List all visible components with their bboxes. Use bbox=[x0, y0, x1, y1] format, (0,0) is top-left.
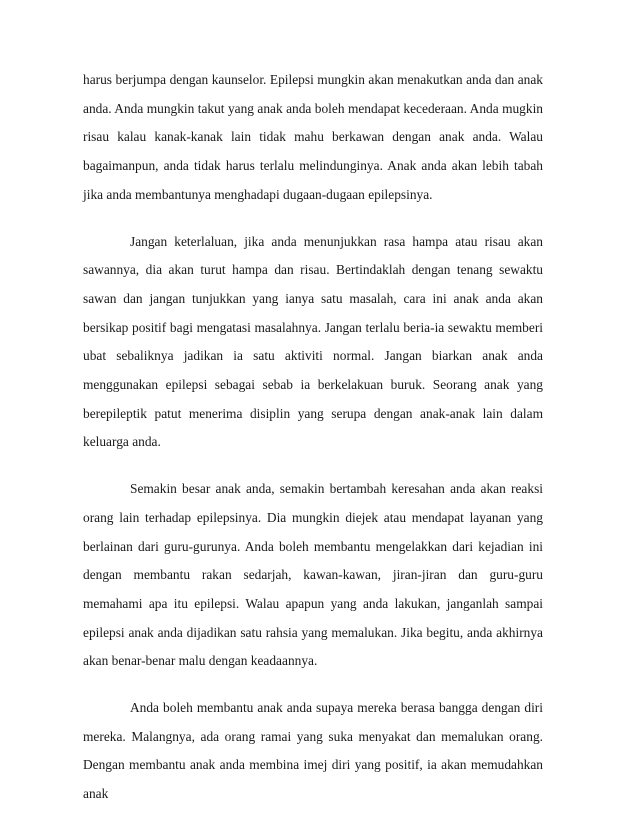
paragraph-1: harus berjumpa dengan kaunselor. Epilepsi mungkin akan menakutkan anda dan anak anda. Anda mungkin takut yang anak anda boleh mendapat kecederaan. Anda mugkin risau kalau kanak-kanak lain tidak mahu berkawan dengan anak anda. Walau bagaimanpun, anda tidak harus terlalu melindunginya. Anak anda akan lebih tabah jika anda membantunya menghadapi dugaan-dugaan epilepsinya. bbox=[83, 72, 543, 202]
paragraph-3: Semakin besar anak anda, semakin bertambah keresahan anda akan reaksi orang lain terhadap epilepsinya. Dia mungkin diejek atau mendapat layanan yang berlainan dari guru-gurunya. Anda boleh membantu mengelakkan dari kejadian ini dengan membantu rakan sedarjah, kawan-kawan, jiran-jiran dan guru-guru memahami apa itu epilepsi. Walau apapun yang anda lakukan, janganlah sampai epilepsi anak anda dijadikan satu rahsia yang memalukan. Jika begitu, anda akhirnya akan benar-benar malu dengan keadaannya. bbox=[83, 481, 543, 669]
paragraph-4: Anda boleh membantu anak anda supaya mereka berasa bangga dengan diri mereka. Malangnya, ada orang ramai yang suka menyakat dan memalukan orang. Dengan membantu anak anda membina imej diri yang positif, ia akan memudahkan anak bbox=[83, 700, 543, 802]
paragraph-2: Jangan keterlaluan, jika anda menunjukkan rasa hampa atau risau akan sawannya, dia akan turut hampa dan risau. Bertindaklah dengan tenang sewaktu sawan dan jangan tunjukkan yang ianya satu masalah, cara ini anak anda akan bersikap positif bagi mengatasi masalahnya. Jangan terlalu beria-ia sewaktu memberi ubat sebaliknya jadikan ia satu aktiviti normal. Jangan biarkan anak anda menggunakan epilepsi sebagai sebab ia berkelakuan buruk. Seorang anak yang berepileptik patut menerima disiplin yang serupa dengan anak-anak lain dalam keluarga anda. bbox=[83, 233, 543, 450]
document-body bbox=[83, 66, 543, 809]
